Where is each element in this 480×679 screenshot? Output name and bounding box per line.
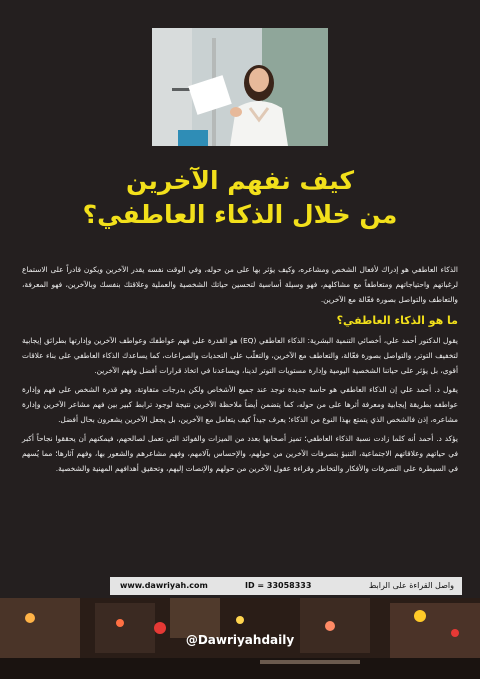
article-title [20,164,460,232]
title-line-1: كيف نفهم الآخرين [125,166,355,195]
header-photo [152,28,328,146]
section-heading: ما هو الذكاء العاطفي؟ [336,314,458,327]
paragraph-1: يقول الدكتور أحمد علي، أخصائي التنمية البشرية: الذكاء العاطفي (EQ) هو القدرة على فهم عواطفك وعواطف الآخرين وإدارتها بطرائق إيجابية لتخفيف التوتر، والتواصل بصورة فعّالة، والتعاطف مع الآخرين، والتغلّب على التحديات والصراعات، كما يساعدك الذكاء العاطفي على بناء علاقات أقوى، بل يؤثر على حياتنا الشخصية اليومية وإدارة مستويات التوتر لدينا، ويساعدنا في اتخاذ قرارات أفضل وفهم الآخرين. [22,336,458,375]
social-handle: @Dawriyahdaily [185,633,295,647]
website-link[interactable]: www.dawriyah.com [120,581,208,590]
read-more-label: واصل القراءة على الرابط [368,581,454,590]
title-line-2: من خلال الذكاء العاطفي؟ [82,200,398,229]
paragraph-2: يقول د. أحمد علي إن الذكاء العاطفي هو حاسة جديدة توجد عند جميع الأشخاص ولكن بدرجات متفاوتة، وهو قدرة الشخص على فهم وإدارة عواطفه بطريقة إيجابية ومعرفة أثرها على من حوله، كما يتضمن أيضاً ملاحظة الآخرين نتيجة لوجود ترابط كبير بين فهم مشاعر الآخرين وإدارة مشاعره، إذن فالشخص الذي يتمتع بهذا النوع من الذكاء؛ يعرف جيداً كيف يتعامل مع الآخرين، بل يجعل الآخرين يشعرون بحال أفضل. [22,385,458,424]
read-more-bar[interactable] [110,577,462,595]
intro-paragraph: الذكاء العاطفي هو إدراك لأفعال الشخص ومشاعره، وكيف يؤثر بها على من حوله، وفي الوقت نفسه يقدر الآخرين ويكون قادراً على الاستماع لرغباتهم واحتياجاتهم ومتعاطفاً مع مشاكلهم، فهو وسيلة أساسية لتحسين حياتك الشخصية والعملية وعلاقتك بنفسك وبالآخرين، فهو المعرفة، والتعاطف والتواصل بصورة فعّالة مع الآخرين. [22,265,458,304]
paragraph-3: يؤكد د. أحمد أنه كلما زادت نسبة الذكاء العاطفي؛ تميز أصحابها بعدد من الميزات والفوائد التي تعمل لصالحهم، فيمكنهم أن يحققوا نجاحاً أكبر في حياتهم وعلاقاتهم الاجتماعية، التنبؤ بتصرفات الآخرين من حولهم، والإحساس بآلامهم، وفهم مشاعرهم والشعور بها، وفهم آثارها؛ مما يُسهم في السيطرة على التصرفات والأفكار والتخاطر وقراءة عقول الآخرين من حولهم والإنصات إليهم، وتحقيق أهدافهم المهنية والشخصية. [22,434,458,473]
article-body [22,262,458,480]
businesswoman-illustration [152,28,328,146]
article-id: ID = 33058333 [245,581,312,590]
